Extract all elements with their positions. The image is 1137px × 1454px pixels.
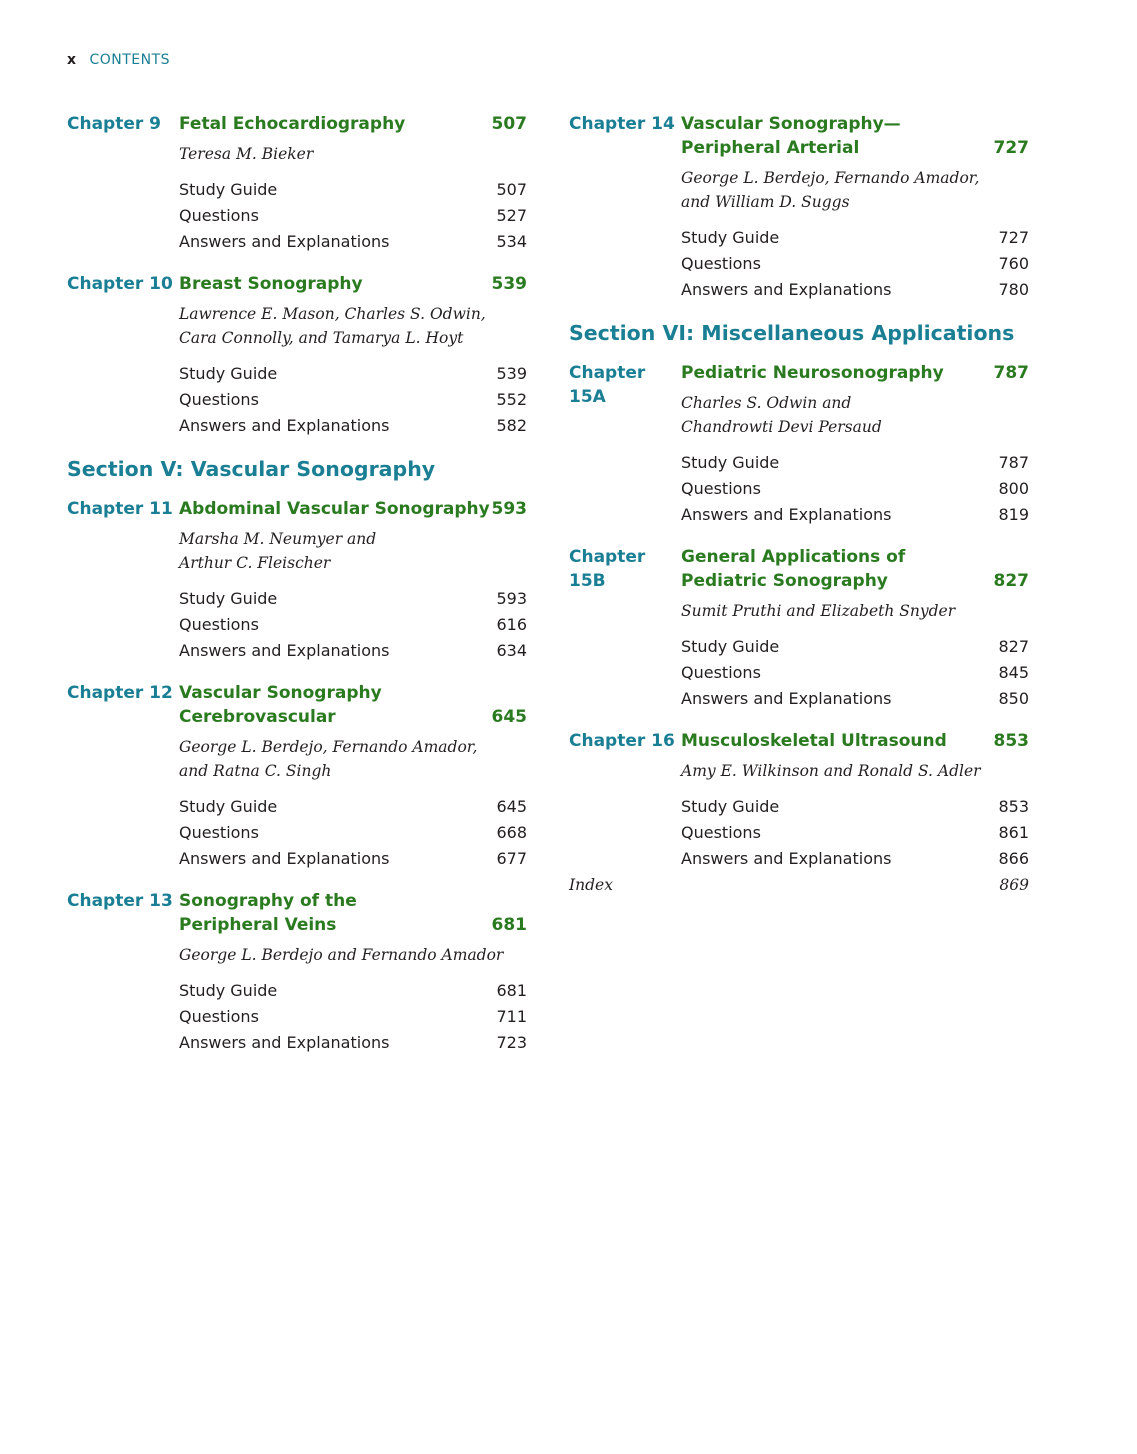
entry-label: Answers and Explanations <box>681 689 892 708</box>
toc-entry[interactable] <box>179 361 527 387</box>
toc-entry[interactable] <box>179 387 527 413</box>
entry-label: Study Guide <box>179 981 278 1000</box>
entry-label: Study Guide <box>179 797 278 816</box>
toc-entry[interactable] <box>179 820 527 846</box>
chapter-authors: Charles S. Odwin and Chandrowti Devi Persaud <box>681 394 882 436</box>
chapter-page: 681 <box>491 915 527 935</box>
entry-page: 850 <box>998 689 1029 708</box>
entry-page: 539 <box>496 364 527 383</box>
chapter-page: 727 <box>993 138 1029 158</box>
toc-entry[interactable] <box>179 978 527 1004</box>
chapter-16[interactable] <box>569 729 1029 872</box>
chapter-authors: Marsha M. Neumyer and Arthur C. Fleischer <box>179 530 377 572</box>
entry-page: 645 <box>496 797 527 816</box>
entry-page: 853 <box>998 797 1029 816</box>
toc-entry[interactable] <box>179 177 527 203</box>
chapter-authors: George L. Berdejo, Fernando Amador, and Ratna C. Singh <box>179 738 478 780</box>
entry-page: 681 <box>496 981 527 1000</box>
entry-label: Questions <box>681 663 761 682</box>
chapter-authors: Teresa M. Bieker <box>179 145 314 163</box>
chapter-10[interactable] <box>67 272 527 439</box>
chapter-title[interactable]: Abdominal Vascular Sonography <box>179 499 490 519</box>
entry-page: 845 <box>998 663 1029 682</box>
chapter-15b[interactable] <box>569 545 1029 712</box>
entry-label: Study Guide <box>681 637 780 656</box>
chapter-authors: Amy E. Wilkinson and Ronald S. Adler <box>681 762 981 780</box>
entry-label: Study Guide <box>681 453 780 472</box>
entry-label: Answers and Explanations <box>681 849 892 868</box>
chapter-label: Chapter 15A <box>569 363 646 407</box>
chapter-title[interactable]: Musculoskeletal Ultrasound <box>681 731 947 751</box>
chapter-authors: Lawrence E. Mason, Charles S. Odwin, Cara Connolly, and Tamarya L. Hoyt <box>179 305 486 347</box>
chapter-13[interactable] <box>67 889 527 1056</box>
section-heading-vi[interactable]: Section VI: Miscellaneous Applications <box>569 321 1015 345</box>
chapter-authors: Sumit Pruthi and Elizabeth Snyder <box>681 602 956 620</box>
entry-label: Answers and Explanations <box>179 232 390 251</box>
toc-entry[interactable] <box>681 225 1029 251</box>
entry-page: 634 <box>496 641 527 660</box>
entry-label: Study Guide <box>179 180 278 199</box>
chapter-title[interactable]: Sonography of the Peripheral Veins <box>179 891 357 935</box>
entry-label: Questions <box>681 254 761 273</box>
entry-page: 723 <box>496 1033 527 1052</box>
toc-entry[interactable] <box>179 638 527 664</box>
entry-label: Study Guide <box>681 228 780 247</box>
chapter-11[interactable] <box>67 497 527 664</box>
toc-entry[interactable] <box>681 476 1029 502</box>
entry-label: Answers and Explanations <box>179 849 390 868</box>
entry-label: Questions <box>179 206 259 225</box>
toc-entry[interactable] <box>179 586 527 612</box>
entry-page: 668 <box>496 823 527 842</box>
entry-page: 861 <box>998 823 1029 842</box>
chapter-authors: George L. Berdejo and Fernando Amador <box>179 946 504 964</box>
running-head <box>67 52 170 68</box>
chapter-label: Chapter 14 <box>569 114 675 134</box>
entry-page: 507 <box>496 180 527 199</box>
chapter-title[interactable]: Breast Sonography <box>179 274 363 294</box>
entry-page: 780 <box>998 280 1029 299</box>
entry-page: 593 <box>496 589 527 608</box>
entry-label: Questions <box>681 479 761 498</box>
entry-label: Answers and Explanations <box>681 280 892 299</box>
toc-entry[interactable] <box>681 820 1029 846</box>
toc-entry[interactable] <box>179 1004 527 1030</box>
chapter-page: 507 <box>491 114 527 134</box>
entry-page: 552 <box>496 390 527 409</box>
entry-label: Study Guide <box>179 589 278 608</box>
entry-label: Questions <box>179 615 259 634</box>
entry-label: Answers and Explanations <box>179 1033 390 1052</box>
entry-label: Answers and Explanations <box>179 416 390 435</box>
entry-page: 727 <box>998 228 1029 247</box>
chapter-title[interactable]: Vascular Sonography— Peripheral Arterial <box>681 114 901 158</box>
chapter-label: Chapter 11 <box>67 499 173 519</box>
toc-entry[interactable] <box>179 794 527 820</box>
entry-page: 787 <box>998 453 1029 472</box>
toc-column-left <box>67 112 527 1056</box>
entry-page: 616 <box>496 615 527 634</box>
toc-entry[interactable] <box>179 203 527 229</box>
entry-page: 819 <box>998 505 1029 524</box>
index-entry[interactable] <box>569 872 1029 898</box>
entry-page: 534 <box>496 232 527 251</box>
chapter-15a[interactable] <box>569 361 1029 528</box>
toc-entry[interactable] <box>179 229 527 255</box>
entry-label: Study Guide <box>179 364 278 383</box>
toc-entry[interactable] <box>681 634 1029 660</box>
entry-page: 866 <box>998 849 1029 868</box>
toc-entry[interactable] <box>681 686 1029 712</box>
chapter-label: Chapter 16 <box>569 731 675 751</box>
chapter-page: 593 <box>491 499 527 519</box>
entry-label: Questions <box>681 823 761 842</box>
entry-page: 711 <box>496 1007 527 1026</box>
entry-label: Answers and Explanations <box>179 641 390 660</box>
entry-label: Questions <box>179 1007 259 1026</box>
chapter-page: 787 <box>993 363 1029 383</box>
chapter-title[interactable]: Pediatric Neurosonography <box>681 363 944 383</box>
entry-label: Questions <box>179 823 259 842</box>
chapter-label: Chapter 9 <box>67 114 162 134</box>
chapter-label: Chapter 10 <box>67 274 173 294</box>
chapter-title[interactable]: General Applications of Pediatric Sonography <box>681 547 906 591</box>
toc-entry[interactable] <box>179 1030 527 1056</box>
page-number: x <box>67 52 77 68</box>
chapter-page: 827 <box>993 571 1029 591</box>
entry-label: Study Guide <box>681 797 780 816</box>
toc-entry[interactable] <box>681 846 1029 872</box>
chapter-9[interactable] <box>67 112 527 255</box>
index-page: 869 <box>999 876 1029 894</box>
chapter-page: 539 <box>491 274 527 294</box>
section-heading-v[interactable]: Section V: Vascular Sonography <box>67 457 436 481</box>
toc-entry[interactable] <box>179 413 527 439</box>
toc-entry[interactable] <box>681 502 1029 528</box>
running-title: CONTENTS <box>89 52 171 68</box>
index-label: Index <box>569 876 613 894</box>
chapter-page: 645 <box>491 707 527 727</box>
entry-page: 800 <box>998 479 1029 498</box>
toc-entry[interactable] <box>681 660 1029 686</box>
toc-entry[interactable] <box>681 277 1029 303</box>
entry-page: 527 <box>496 206 527 225</box>
chapter-12[interactable] <box>67 681 527 872</box>
toc-column-right <box>569 112 1029 898</box>
entry-page: 827 <box>998 637 1029 656</box>
chapter-label: Chapter 12 <box>67 683 173 703</box>
entry-page: 677 <box>496 849 527 868</box>
toc-entry[interactable] <box>179 846 527 872</box>
entry-label: Questions <box>179 390 259 409</box>
chapter-14[interactable] <box>569 112 1029 303</box>
chapter-label: Chapter 15B <box>569 547 646 591</box>
entry-label: Answers and Explanations <box>681 505 892 524</box>
chapter-label: Chapter 13 <box>67 891 173 911</box>
chapter-title[interactable]: Vascular Sonography Cerebrovascular <box>179 683 382 727</box>
toc-entry[interactable] <box>681 251 1029 277</box>
chapter-authors: George L. Berdejo, Fernando Amador, and William D. Suggs <box>681 169 980 211</box>
toc-entry[interactable] <box>179 612 527 638</box>
entry-page: 582 <box>496 416 527 435</box>
chapter-title[interactable]: Fetal Echocardiography <box>179 114 406 134</box>
chapter-page: 853 <box>993 731 1029 751</box>
toc-entry[interactable] <box>681 450 1029 476</box>
toc-entry[interactable] <box>681 794 1029 820</box>
entry-page: 760 <box>998 254 1029 273</box>
